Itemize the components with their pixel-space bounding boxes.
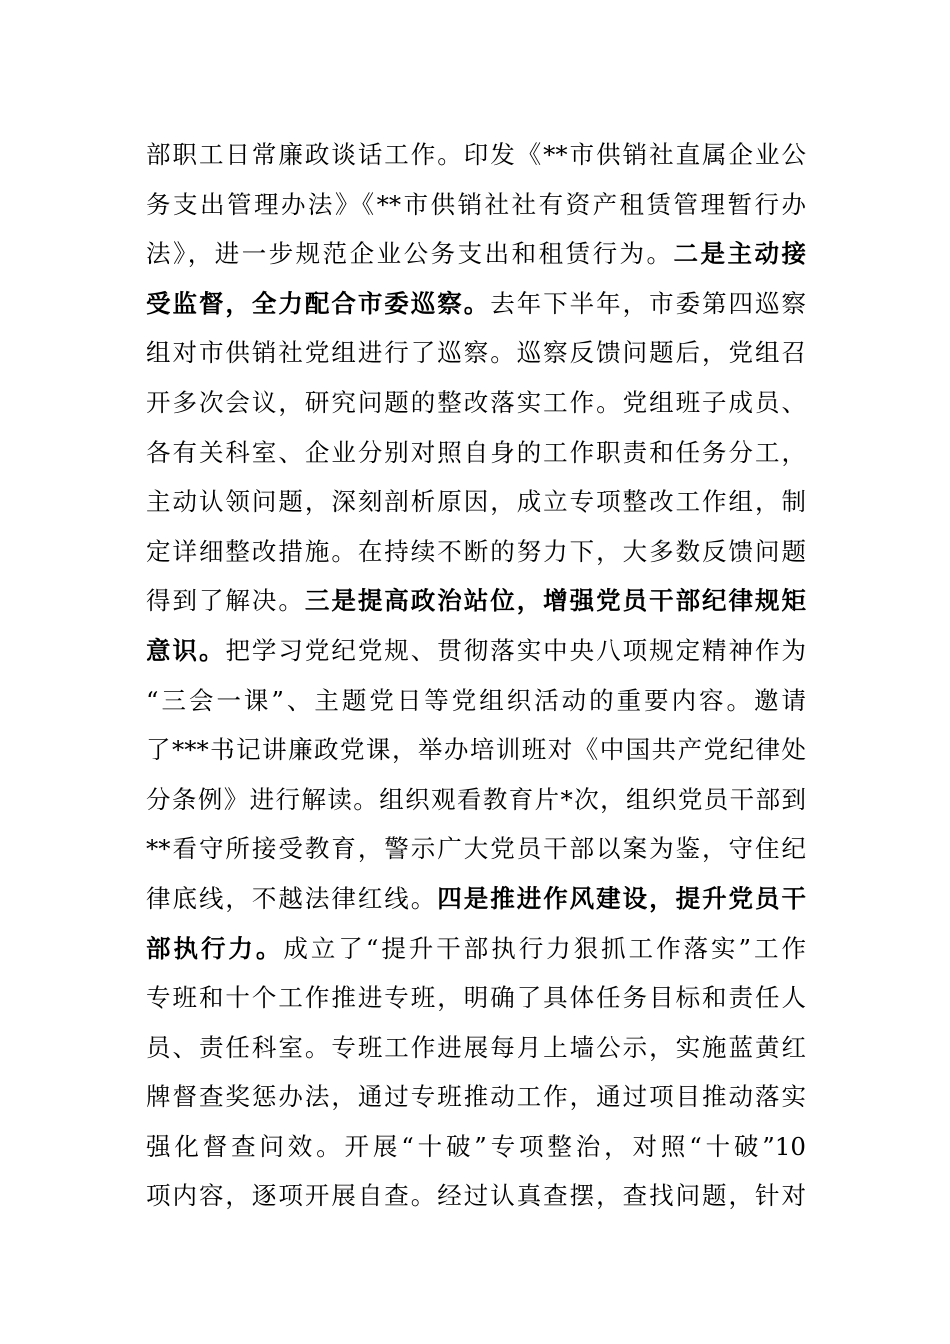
text-segment: 开多次会议，研究问题的整改落实工作。党组班子成员、 [146, 387, 806, 417]
text-line [146, 973, 806, 1023]
text-segment: 定详细整改措施。在持续不断的努力下，大多数反馈问题 [146, 536, 806, 566]
text-segment: 把学习党纪党规、贯彻落实中央八项规定精神作为 [225, 635, 806, 665]
text-segment: 得到了解决。 [146, 586, 305, 616]
text-segment: 分条例》进行解读。组织观看教育片*次，组织党员干部到 [146, 784, 806, 814]
text-line [146, 328, 806, 378]
text-segment: 专班和十个工作推进专班，明确了具体任务目标和责任人 [146, 983, 806, 1013]
text-line [146, 626, 806, 676]
text-segment: 牌督查奖惩办法，通过专班推动工作，通过项目推动落实 [146, 1082, 806, 1112]
bold-text-segment: 意识。 [146, 635, 226, 665]
text-segment: 了***书记讲廉政党课，举办培训班对《中国共产党纪律处 [146, 735, 806, 765]
text-segment: **看守所接受教育，警示广大党员干部以案为鉴，守住纪 [146, 834, 806, 864]
text-segment: 主动认领问题，深刻剖析原因，成立专项整改工作组，制 [146, 487, 806, 517]
text-segment: 去年下半年，市委第四巡察 [490, 288, 807, 318]
bold-text-segment: 二是主动接 [673, 239, 807, 269]
text-line [146, 428, 806, 478]
text-line [146, 279, 806, 329]
text-segment: “三会一课”、主题党日等党组织活动的重要内容。邀请 [146, 685, 806, 715]
text-segment: 强化督查问效。开展“十破”专项整治，对照“十破”10 [146, 1131, 806, 1161]
text-line [146, 180, 806, 230]
text-segment: 组对市供销社党组进行了巡察。巡察反馈问题后，党组召 [146, 338, 806, 368]
text-line [146, 378, 806, 428]
text-line [146, 874, 806, 924]
text-line [146, 527, 806, 577]
text-line [146, 229, 806, 279]
text-line [146, 824, 806, 874]
bold-text-segment: 四是推进作风建设，提升党员干 [437, 883, 807, 913]
text-line [146, 924, 806, 974]
text-segment: 部职工日常廉政谈话工作。印发《**市供销社直属企业公 [146, 140, 806, 169]
text-line [146, 477, 806, 527]
text-line [146, 576, 806, 626]
text-segment: 务支出管理办法》《**市供销社社有资产租赁管理暂行办 [146, 189, 806, 219]
text-segment: 成立了“提升干部执行力狠抓工作落实”工作 [283, 933, 806, 963]
text-segment: 法》，进一步规范企业公务支出和租赁行为。 [146, 239, 674, 269]
text-line [146, 775, 806, 825]
text-line [146, 676, 806, 726]
text-segment: 各有关科室、企业分别对照自身的工作职责和任务分工， [146, 437, 806, 467]
text-line [146, 1072, 806, 1122]
text-line [146, 130, 806, 180]
text-segment: 员、责任科室。专班工作进展每月上墙公示，实施蓝黄红 [146, 1032, 806, 1062]
bold-text-segment: 三是提高政治站位，增强党员干部纪律规矩 [304, 586, 806, 616]
bold-text-segment: 部执行力。 [146, 933, 284, 963]
text-line [146, 725, 806, 775]
body-text [146, 130, 806, 1221]
text-line [146, 1023, 806, 1073]
text-segment: 律底线，不越法律红线。 [146, 883, 438, 913]
text-segment: 项内容，逐项开展自查。经过认真查摆，查找问题，针对 [146, 1181, 806, 1211]
text-line [146, 1122, 806, 1172]
bold-text-segment: 受监督，全力配合市委巡察。 [146, 288, 491, 318]
text-line [146, 1171, 806, 1221]
